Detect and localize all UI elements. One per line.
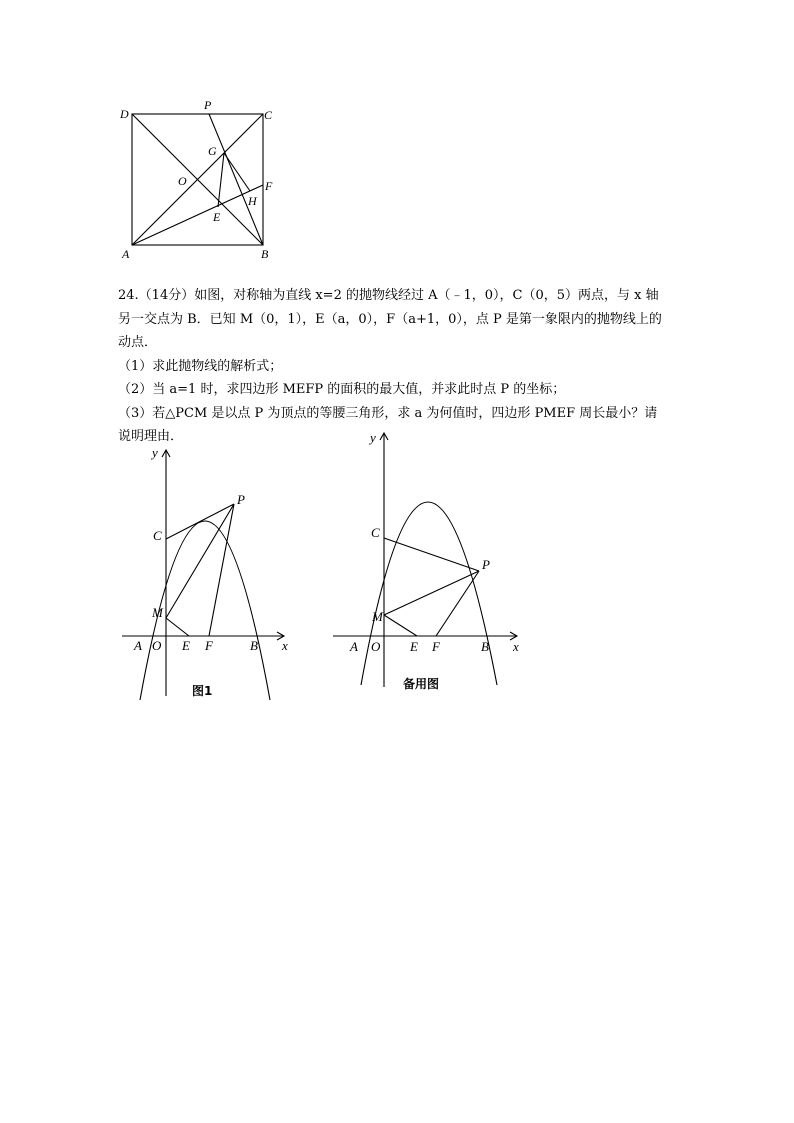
problem-24 (118, 284, 688, 449)
label-a: A (350, 639, 358, 654)
question-1: （1）求此抛物线的解析式； (118, 358, 283, 374)
label-o: O (371, 639, 381, 654)
label-m: M (152, 605, 163, 620)
label-e: E (182, 638, 190, 653)
figure-spare (330, 425, 530, 687)
label-m: M (372, 609, 383, 624)
segment-me (384, 615, 417, 636)
label-a: A (134, 638, 142, 653)
label-g: G (208, 144, 217, 158)
label-e: E (213, 210, 221, 224)
label-x: x (513, 639, 519, 654)
segment-ge (218, 153, 224, 207)
label-c: C (153, 528, 162, 543)
label-c: C (264, 108, 273, 122)
label-d: D (120, 107, 129, 121)
question-3b: 说明理由． (118, 429, 184, 444)
label-f: F (205, 638, 213, 653)
label-o: O (178, 174, 187, 188)
label-e: E (410, 639, 418, 654)
label-p: P (237, 492, 245, 507)
label-a: A (122, 247, 130, 261)
label-c: C (371, 525, 380, 540)
segment-af (132, 185, 263, 245)
label-y: y (370, 430, 376, 445)
label-p: P (482, 557, 490, 572)
label-b: B (481, 639, 489, 654)
figure-1 (112, 440, 302, 702)
label-h: H (248, 194, 257, 208)
label-b: B (250, 638, 258, 653)
label-f: F (432, 639, 440, 654)
parabola (361, 502, 497, 685)
question-2: （2）当 a=1 时，求四边形 MEFP 的面积的最大值，并求此时点 P 的坐标； (118, 382, 566, 397)
question-3a: （3）若△PCM 是以点 P 为顶点的等腰三角形，求 a 为何值时，四边形 PMEF 周长最小？请 (118, 405, 658, 421)
label-f: F (265, 179, 273, 193)
label-y: y (152, 445, 158, 460)
problem-line-2: 另一交点为 B．已知 M（0，1），E（a，0），F（a+1，0），点 P 是第一象限内的抛物线上的 (118, 311, 662, 327)
segment-me (166, 618, 189, 636)
figure-spare-caption: 备用图 (403, 677, 440, 691)
label-x: x (282, 638, 288, 653)
segment-pb (209, 114, 263, 245)
square-figure (112, 95, 292, 265)
figure-1-caption: 图1 (192, 684, 213, 698)
segment-gh (224, 153, 250, 191)
label-b: B (261, 247, 269, 261)
label-o: O (152, 638, 162, 653)
problem-line-3: 动点． (118, 335, 158, 350)
label-p: P (204, 98, 212, 112)
problem-line-1: 24.（14分）如图，对称轴为直线 x=2 的抛物线经过 A（﹣1，0），C（0，5）两点，与 x 轴 (118, 288, 659, 303)
